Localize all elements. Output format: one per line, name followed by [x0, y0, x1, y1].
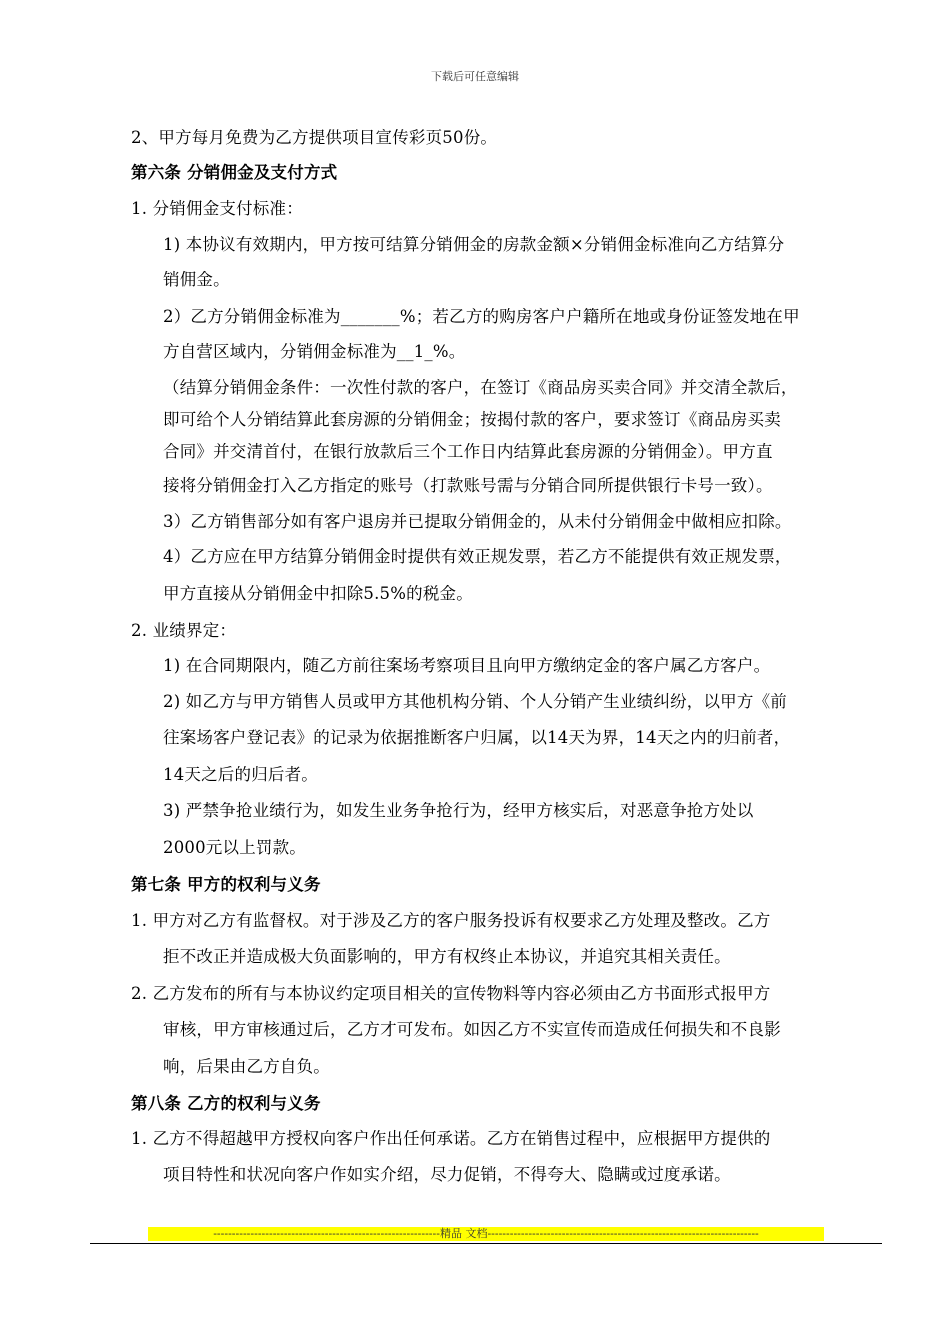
paragraph-line: 2）乙方分销佣金标准为_______%；若乙方的购房客户户籍所在地或身份证签发地在甲 — [163, 307, 800, 326]
paragraph-line: 合同》并交清首付，在银行放款后三个工作日内结算此套房源的分销佣金）。甲方直 — [163, 442, 773, 461]
section-heading-7: 第七条 甲方的权利与义务 — [131, 875, 321, 894]
section-heading-6: 第六条 分销佣金及支付方式 — [131, 163, 338, 182]
paragraph-line: 响，后果由乙方自负。 — [163, 1057, 330, 1076]
paragraph-line: 审核，甲方审核通过后，乙方才可发布。如因乙方不实宣传而造成任何损失和不良影 — [163, 1020, 781, 1039]
paragraph-line: 方自营区域内，分销佣金标准为__1_%。 — [163, 342, 466, 361]
paragraph-line: （结算分销佣金条件：一次性付款的客户，在签订《商品房买卖合同》并交清全款后， — [163, 378, 798, 397]
paragraph-line: 甲方直接从分销佣金中扣除5.5%的税金。 — [163, 584, 473, 603]
paragraph-line: 2. 乙方发布的所有与本协议约定项目相关的宣传物料等内容必须由乙方书面形式报甲方 — [131, 984, 771, 1003]
footer-band: -------------------------------------------------------------精品 文档------------------------------------------------------------------------- — [148, 1227, 824, 1241]
list-item-heading: 1. 分销佣金支付标准： — [131, 199, 303, 218]
paragraph-line: 项目特性和状况向客户作如实介绍，尽力促销，不得夸大、隐瞒或过度承诺。 — [163, 1165, 731, 1184]
paragraph-line: 2、甲方每月免费为乙方提供项目宣传彩页50份。 — [131, 128, 498, 147]
paragraph-line: 1. 甲方对乙方有监督权。对于涉及乙方的客户服务投诉有权要求乙方处理及整改。乙方 — [131, 911, 771, 930]
paragraph-line: 3）乙方销售部分如有客户退房并已提取分销佣金的，从未付分销佣金中做相应扣除。 — [163, 512, 792, 531]
list-item-heading: 2. 业绩界定： — [131, 621, 237, 640]
paragraph-line: 2) 如乙方与甲方销售人员或甲方其他机构分销、个人分销产生业绩纠纷，以甲方《前 — [163, 692, 787, 711]
paragraph-line: 往案场客户登记表》的记录为依据推断客户归属，以14天为界，14天之内的归前者， — [163, 728, 791, 747]
paragraph-line: 14天之后的归后者。 — [163, 765, 318, 784]
section-heading-8: 第八条 乙方的权利与义务 — [131, 1094, 321, 1113]
paragraph-line: 销佣金。 — [163, 270, 230, 289]
paragraph-line: 拒不改正并造成极大负面影响的，甲方有权终止本协议，并追究其相关责任。 — [163, 947, 731, 966]
paragraph-line: 3) 严禁争抢业绩行为，如发生业务争抢行为，经甲方核实后，对恶意争抢方处以 — [163, 801, 754, 820]
paragraph-line: 1) 在合同期限内，随乙方前往案场考察项目且向甲方缴纳定金的客户属乙方客户。 — [163, 656, 771, 675]
paragraph-line: 2000元以上罚款。 — [163, 838, 306, 857]
paragraph-line: 1) 本协议有效期内，甲方按可结算分销佣金的房款金额×分销佣金标准向乙方结算分 — [163, 235, 785, 254]
paragraph-line: 接将分销佣金打入乙方指定的账号（打款账号需与分销合同所提供银行卡号一致）。 — [163, 476, 773, 495]
paragraph-line: 即可给个人分销结算此套房源的分销佣金；按揭付款的客户，要求签订《商品房买卖 — [163, 410, 781, 429]
paragraph-line: 1. 乙方不得超越甲方授权向客户作出任何承诺。乙方在销售过程中，应根据甲方提供的 — [131, 1129, 771, 1148]
footer-rule — [90, 1243, 882, 1244]
header-note: 下载后可任意编辑 — [431, 70, 519, 83]
paragraph-line: 4）乙方应在甲方结算分销佣金时提供有效正规发票，若乙方不能提供有效正规发票， — [163, 547, 792, 566]
